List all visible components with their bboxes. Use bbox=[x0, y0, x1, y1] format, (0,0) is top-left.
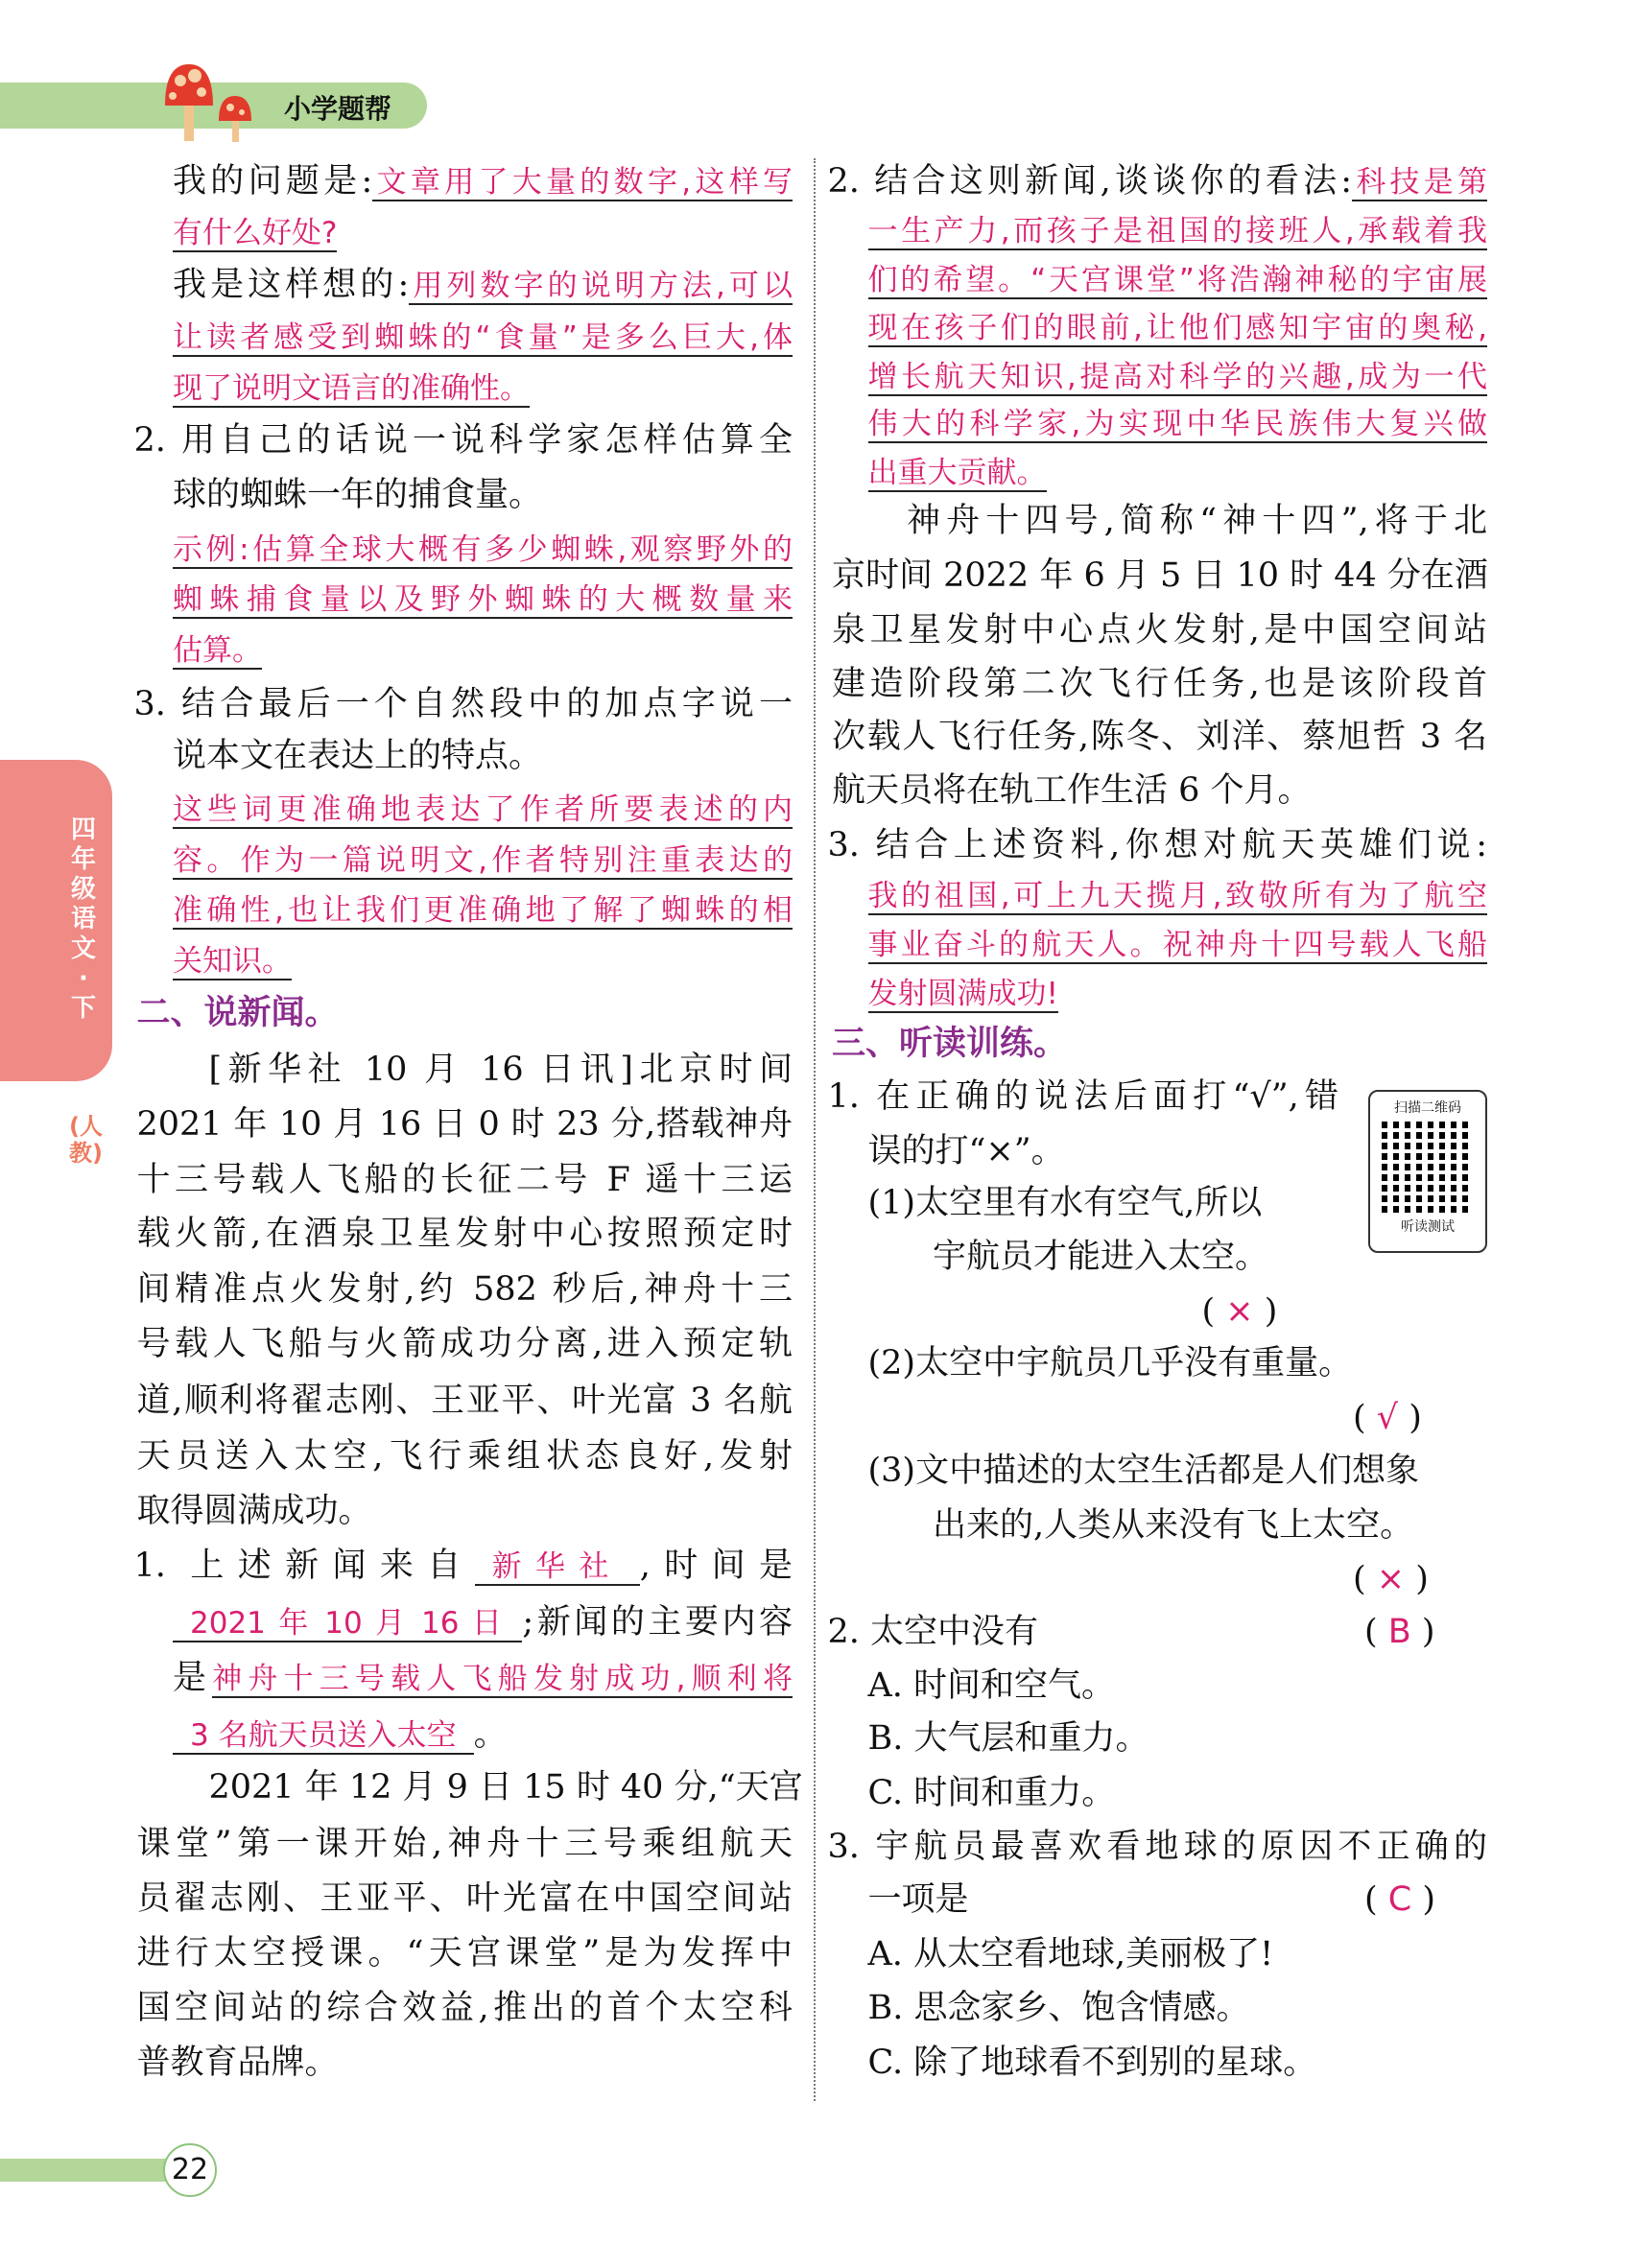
answer-mark: √ bbox=[1376, 1398, 1399, 1437]
right-column-line bbox=[868, 1337, 1353, 1389]
answer-text: 容。作为一篇说明文,作者特别注重表达的 bbox=[173, 842, 793, 878]
body-text: 2021 年 12 月 9 日 15 时 40 分,“天宫 bbox=[208, 1768, 803, 1807]
answer-text: 有什么好处? bbox=[173, 215, 338, 250]
body-text: A. 时间和空气。 bbox=[867, 1666, 1116, 1705]
body-text: 3. 宇航员最喜欢看地球的原因不正确的 bbox=[827, 1827, 1487, 1866]
right-column-line bbox=[907, 495, 1487, 547]
answer-text: 用列数字的说明方法,可以 bbox=[409, 269, 793, 303]
right-column-line bbox=[832, 1018, 1067, 1070]
body-text: 球的蜘蛛一年的捕食量。 bbox=[173, 476, 543, 514]
body-text: 。 bbox=[473, 1714, 508, 1754]
right-column-line bbox=[828, 1821, 1488, 1873]
right-column-line bbox=[832, 658, 1487, 710]
right-column-line bbox=[868, 1125, 1065, 1177]
page-number: 22 bbox=[163, 2143, 217, 2197]
left-column-line bbox=[137, 1982, 793, 2034]
right-column-line bbox=[832, 765, 1312, 816]
answer-text: 准确性,也让我们更准确地了解了蜘蛛的相 bbox=[173, 893, 793, 928]
body-text: ;新闻的主要内容 bbox=[522, 1602, 793, 1642]
right-column-line bbox=[868, 204, 1488, 256]
left-column-line bbox=[173, 1709, 508, 1760]
left-column-line bbox=[137, 1430, 793, 1482]
answer-mark: B bbox=[1387, 1613, 1411, 1651]
body-text: 1. 在正确的说法后面打“√”,错 bbox=[827, 1077, 1338, 1116]
answer-text: 蜘蛛捕食量以及野外蜘蛛的大概数量来 bbox=[173, 582, 793, 617]
body-text: ) bbox=[1398, 1398, 1422, 1437]
body-text: 课堂”第一课开始,神舟十三号乘组航天 bbox=[136, 1824, 793, 1863]
right-column-line bbox=[1353, 1392, 1422, 1444]
body-text: ( bbox=[1201, 1291, 1226, 1331]
left-column-line bbox=[173, 469, 542, 521]
right-column-line bbox=[868, 1445, 1420, 1497]
left-column-line bbox=[173, 206, 337, 258]
body-text: 出来的,人类从来没有飞上太空。 bbox=[933, 1506, 1414, 1545]
body-text: 我是这样想的: bbox=[173, 266, 410, 304]
right-column-line bbox=[832, 550, 1487, 602]
answer-text: 们的希望。“天宫课堂”将浩瀚神秘的宇宙展 bbox=[867, 263, 1487, 297]
left-column-line bbox=[134, 414, 793, 466]
body-text: 普教育品牌。 bbox=[136, 2043, 339, 2082]
left-column-line bbox=[137, 1375, 793, 1427]
right-column-line bbox=[868, 1177, 1263, 1229]
answer-text: 3 名航天员送入太空 bbox=[173, 1718, 474, 1755]
footer-bar bbox=[0, 2159, 173, 2182]
body-text: 十三号载人飞船的长征二号 F 遥十三运 bbox=[136, 1161, 793, 1199]
left-column-line bbox=[134, 678, 793, 730]
body-text: 泉卫星发射中心点火发射,是中国空间站 bbox=[832, 611, 1487, 650]
body-text: C. 除了地球看不到别的星球。 bbox=[867, 2043, 1317, 2082]
left-column-line bbox=[173, 1652, 793, 1704]
answer-text: 让读者感受到蜘蛛的“食量”是多么巨大,体 bbox=[173, 320, 793, 355]
left-column-line bbox=[137, 1927, 793, 1979]
body-text: ( bbox=[1364, 1880, 1388, 1919]
section-heading: 三、听读训练。 bbox=[832, 1024, 1068, 1063]
answer-text: 关知识。 bbox=[173, 943, 292, 979]
right-column-line bbox=[868, 1982, 1250, 2034]
body-text: 神舟十四号,简称“神十四”,将于北 bbox=[907, 502, 1487, 540]
right-column-line bbox=[868, 967, 1058, 1019]
left-column-line bbox=[173, 259, 793, 311]
answer-text: 这些词更准确地表达了作者所要表述的内 bbox=[173, 792, 793, 827]
body-text: 取得圆满成功。 bbox=[136, 1492, 372, 1530]
qr-bottom-label: 听读测试 bbox=[1401, 1219, 1455, 1235]
left-column-line bbox=[173, 730, 542, 782]
answer-text: 伟大的科学家,为实现中华民族伟大复兴做 bbox=[867, 407, 1487, 441]
answer-text: 现了说明文语言的准确性。 bbox=[173, 370, 530, 406]
side-tab-edition: (人教) bbox=[69, 1113, 103, 1167]
right-column-line bbox=[868, 869, 1488, 921]
body-text: 3. 结合最后一个自然段中的加点字说一 bbox=[133, 684, 793, 723]
right-column-line bbox=[868, 301, 1488, 353]
right-column-line bbox=[868, 350, 1488, 402]
left-column-line bbox=[137, 1208, 793, 1260]
left-column-line bbox=[137, 1099, 793, 1150]
answer-mark: C bbox=[1387, 1880, 1412, 1919]
left-column-line bbox=[134, 1540, 793, 1592]
left-column-line bbox=[173, 155, 793, 207]
left-column-line bbox=[137, 1154, 793, 1206]
body-text: C. 时间和重力。 bbox=[867, 1774, 1116, 1812]
answer-text: 示例:估算全球大概有多少蜘蛛,观察野外的 bbox=[173, 532, 793, 567]
left-column-line bbox=[173, 884, 793, 935]
body-text: ( bbox=[1353, 1398, 1377, 1437]
body-text: 间精准点火发射,约 582 秒后,神舟十三 bbox=[136, 1270, 793, 1309]
answer-text: 现在孩子们的眼前,让他们感知宇宙的奥秘, bbox=[867, 310, 1487, 345]
body-text: 我的问题是: bbox=[173, 162, 373, 201]
left-column-line bbox=[173, 311, 793, 363]
body-text: 天员送入太空,飞行乘组状态良好,发射 bbox=[136, 1437, 793, 1476]
body-text: 误的打“×”。 bbox=[867, 1132, 1065, 1170]
right-column-line bbox=[1364, 1874, 1435, 1925]
left-column-line bbox=[137, 1873, 793, 1925]
body-text: 号载人飞船与火箭成功分离,进入预定轨 bbox=[136, 1325, 793, 1363]
right-column-line bbox=[828, 155, 1488, 207]
answer-text: 事业奋斗的航天人。祝神舟十四号载人飞船 bbox=[867, 928, 1487, 962]
side-tab-title: 四年级语文·下 bbox=[70, 815, 96, 1023]
answer-mark: × bbox=[1376, 1559, 1406, 1598]
left-column-line bbox=[173, 1596, 793, 1648]
body-text: 宇航员才能进入太空。 bbox=[933, 1237, 1269, 1276]
section-heading: 二、说新闻。 bbox=[136, 994, 339, 1032]
answer-text: 一生产力,而孩子是祖国的接班人,承载着我 bbox=[867, 214, 1487, 248]
body-text: (1)太空里有水有空气,所以 bbox=[867, 1184, 1263, 1222]
answer-text: 发射圆满成功! bbox=[867, 977, 1058, 1011]
answer-text: 出重大贡献。 bbox=[867, 456, 1047, 490]
qr-code-card[interactable] bbox=[1368, 1090, 1487, 1253]
body-text: B. 思念家乡、饱含情感。 bbox=[867, 1988, 1250, 2027]
right-column-line bbox=[828, 1071, 1339, 1122]
body-text: ) bbox=[1410, 1613, 1435, 1651]
answer-text: 神舟十三号载人飞船发射成功,顺利将 bbox=[212, 1662, 793, 1696]
body-text: 载火箭,在酒泉卫星发射中心按照预定时 bbox=[136, 1214, 793, 1253]
body-text: 建造阶段第二次飞行任务,也是该阶段首 bbox=[832, 664, 1487, 703]
right-column-line bbox=[868, 446, 1047, 498]
right-column-line bbox=[868, 397, 1488, 449]
left-column-line bbox=[173, 523, 793, 575]
mushroom-logo-icon bbox=[163, 59, 269, 146]
body-text: ( bbox=[1353, 1559, 1377, 1598]
body-text: ) bbox=[1253, 1291, 1278, 1331]
right-column-line bbox=[868, 253, 1488, 305]
qr-top-label: 扫描二维码 bbox=[1394, 1100, 1461, 1116]
body-text: 员翟志刚、王亚平、叶光富在中国空间站 bbox=[136, 1878, 793, 1918]
brand-title: 小学题帮 bbox=[284, 93, 392, 125]
left-column-line bbox=[173, 362, 530, 413]
body-text: (3)文中描述的太空生活都是人们想象 bbox=[867, 1452, 1420, 1490]
body-text: ( bbox=[1364, 1613, 1388, 1651]
right-column-line bbox=[868, 1928, 1274, 1980]
qr-code-icon bbox=[1382, 1121, 1474, 1213]
body-text: B. 大气层和重力。 bbox=[867, 1719, 1149, 1758]
answer-text: 我的祖国,可上九天揽月,致敬所有为了航空 bbox=[867, 879, 1487, 913]
answer-text: 科技是第 bbox=[1352, 165, 1487, 200]
right-column-line bbox=[868, 1660, 1116, 1712]
body-text: 2021 年 10 月 16 日 0 时 23 分,搭载神舟 bbox=[136, 1104, 793, 1144]
body-text: 京时间 2022 年 6 月 5 日 10 时 44 分在酒 bbox=[832, 556, 1488, 595]
left-column-line bbox=[137, 1264, 793, 1315]
left-column-line bbox=[173, 834, 793, 886]
right-column-line bbox=[933, 1231, 1268, 1283]
answer-mark: × bbox=[1225, 1291, 1254, 1331]
right-column-line bbox=[832, 711, 1487, 763]
right-column-line bbox=[868, 1767, 1116, 1819]
body-text: [新华社 10 月 16 日讯]北京时间 bbox=[208, 1050, 793, 1089]
right-column-line bbox=[868, 918, 1488, 970]
left-column-line bbox=[173, 624, 262, 675]
right-column-line bbox=[1353, 1553, 1429, 1605]
left-column-line bbox=[208, 1761, 803, 1813]
column-divider bbox=[814, 158, 816, 2101]
answer-text: 增长航天知识,提高对科学的兴趣,成为一代 bbox=[867, 359, 1487, 394]
right-column-line bbox=[832, 604, 1487, 656]
body-text: 一项是 bbox=[867, 1880, 969, 1919]
body-text: 国空间站的综合效益,推出的首个太空科 bbox=[136, 1988, 793, 2027]
answer-text: 新华社 bbox=[475, 1549, 640, 1586]
left-column-line bbox=[137, 1318, 793, 1370]
body-text: 2. 结合这则新闻,谈谈你的看法: bbox=[827, 162, 1353, 201]
left-column-line bbox=[173, 783, 793, 835]
body-text: 进行太空授课。“天宫课堂”是为发挥中 bbox=[136, 1933, 793, 1973]
right-column-line bbox=[1364, 1606, 1435, 1658]
answer-text: 2021 年 10 月 16 日 bbox=[173, 1606, 522, 1642]
body-text: A. 从太空看地球,美丽极了! bbox=[867, 1935, 1274, 1973]
body-text: 3. 结合上述资料,你想对航天英雄们说: bbox=[827, 825, 1487, 864]
answer-text: 估算。 bbox=[173, 632, 262, 668]
body-text: 道,顺利将翟志刚、王亚平、叶光富 3 名航 bbox=[136, 1381, 793, 1420]
body-text: 1. 上述新闻来自 bbox=[133, 1547, 475, 1585]
body-text: ) bbox=[1411, 1880, 1436, 1919]
body-text: 是 bbox=[173, 1659, 213, 1697]
right-column-line bbox=[828, 1606, 1039, 1658]
left-column-line bbox=[137, 987, 339, 1039]
body-text: (2)太空中宇航员几乎没有重量。 bbox=[867, 1343, 1353, 1382]
left-column-line bbox=[137, 1818, 793, 1870]
body-text: 说本文在表达上的特点。 bbox=[173, 736, 543, 775]
body-text: 航天员将在轨工作生活 6 个月。 bbox=[832, 770, 1312, 810]
left-column-line bbox=[173, 934, 292, 986]
left-column-line bbox=[137, 2037, 339, 2089]
right-column-line bbox=[828, 819, 1488, 871]
right-column-line bbox=[868, 2037, 1317, 2089]
right-column-line bbox=[1202, 1286, 1278, 1337]
answer-text: 文章用了大量的数字,这样写 bbox=[372, 165, 793, 200]
left-column-line bbox=[209, 1044, 793, 1096]
left-column-line bbox=[173, 573, 793, 625]
body-text: ) bbox=[1405, 1559, 1429, 1598]
body-text: ,时间是 bbox=[639, 1547, 793, 1585]
right-column-line bbox=[868, 1713, 1149, 1764]
left-column-line bbox=[137, 1485, 372, 1537]
body-text: 2. 太空中没有 bbox=[827, 1613, 1039, 1651]
body-text: 2. 用自己的话说一说科学家怎样估算全 bbox=[133, 421, 793, 460]
body-text: 次载人飞行任务,陈冬、刘洋、蔡旭哲 3 名 bbox=[832, 718, 1487, 756]
right-column-line bbox=[868, 1874, 969, 1925]
right-column-line bbox=[933, 1500, 1413, 1551]
